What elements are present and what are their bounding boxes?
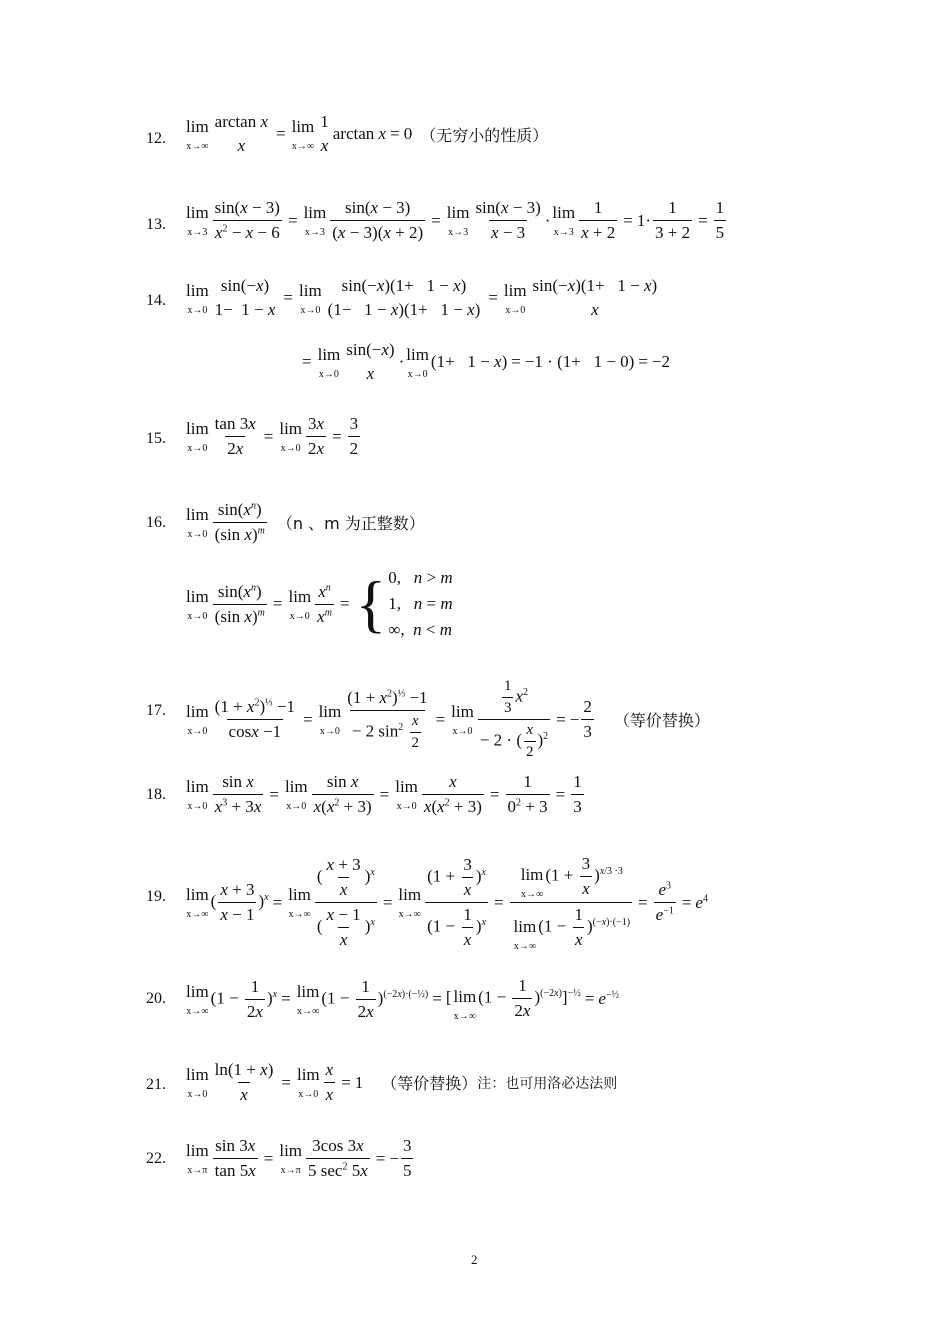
formula: lim x→∞ (1 − $\frac{1}{2x}$ )$^x$ = lim x→∞ (1 − $\frac{1}{2x}$ )$^{(-2x)\cdot(-\frac{1}{2})}$ = [ lim x→∞ (1 − $\frac{1}{2x}$ )$^{(-2x)}$]$^{-\frac{1}{2}}$ = $e^{-\frac{1}{2}}$ [186, 976, 620, 1023]
problem-number: 13. [146, 216, 166, 233]
problem-number: 22. [146, 1150, 166, 1167]
piecewise-cases: 0, n > m 1, n = m ∞, n < m [388, 568, 453, 639]
problem-note: （n 、m 为正整数） [276, 514, 425, 533]
formula: lim x→0 sin(−x) 1− 1 − x = lim x→0 sin(−x)(1+ 1 − x) (1− 1 − x)(1+ 1 − x) = lim x→0 sin(−x)(1+ 1 − x) x [186, 276, 658, 319]
formula: lim x→0 $\frac{\text{sin x}}{x^3 + 3x}$ = lim x→0 $\frac{\text{sin x}}{x(x^2 + 3)}$ = lim x→0 $\frac{x}{x(x^2 + 3)}$ = $\frac{1}{0^2 + 3}$ = $\frac{1}{3}$ [186, 772, 582, 816]
problem-note: （等价替换） [613, 711, 710, 730]
formula: lim x→3 $\frac{\sin(x - 3)}{x^2 - x - 6}$ = lim x→3 $\frac{\sin(x - 3)}{(x - 3)(x + 2)}$ = lim x→3 $\frac{\sin(x - 3)}{x - 3}$ · lim x→3 $\frac{1}{x + 2}$ = 1· $\frac{1}{3 + 2}$ = $\frac{1}{5}$ [186, 198, 725, 242]
problem-number: 18. [146, 786, 166, 803]
problem-number: 17. [146, 702, 166, 719]
formula-continued: lim x→0 $\frac{\sin(x^n)}{(\sin x)^m}$ = lim x→0 $\frac{x^n}{x^m}$ = { 0, n > m 1, n = m ∞, n < m [186, 568, 453, 639]
page-number: 2 [471, 1252, 478, 1267]
limit: lim x→∞ [186, 116, 209, 152]
problem-number: 19. [146, 888, 166, 905]
formula-continued: = lim x→0 sin(−x) x · lim x→0 (1+ 1 − x) = −1 · (1+ 1 − 0) = −2 [302, 340, 671, 383]
formula: lim x→0 $\frac{\ln(1 + x)}{x}$ = lim x→0 $\frac{x}{x}$ = 1 （等价替换） 注：也可用洛必达法则 [186, 1060, 618, 1104]
problem-number: 15. [146, 430, 166, 447]
formula: lim x→0 $\frac{(1 + x^2)^{\frac{1}{3}} -1}{\cos x -1}$ = lim x→0 $(1 + x^2)^{\frac{1}{3}} -1$ − 2 $\sin^2$ $\frac{x}{2}$ = lim x→0 $\frac{1}{3}$ $x^2$ − 2 · ( $\frac{x}{2}$ )$^2$ = − $\frac{2}{3}$ （等价替换） [186, 678, 710, 760]
formula: lim x→∞ ( $\frac{x + 3}{x - 1}$ )$^x$ = lim x→∞ ( $\frac{x + 3}{x}$ )$^x$ ( $\frac{x - 1}{x}$ )$^x$ = lim x→∞ (1 + $\frac{3}{x}$ )$^x$ (1 − $\frac{1}{x}$ )$^x$ = lim x→∞ (1 + $\frac{3}{x}$ )$^{x/3 \cdot 3}$ lim x→∞ (1 − $\frac{1}{x}$ )$^{(-x)\cdot(-1)}$ = $\frac{e^3}{e^{-1}}$ = $e^4$ [186, 854, 708, 952]
problem-number: 12. [146, 130, 166, 147]
problem-note: （无穷小的性质） [420, 125, 549, 145]
fraction: arctan x x [214, 112, 268, 155]
problem-number: 20. [146, 990, 166, 1007]
problem-number: 14. [146, 292, 166, 309]
formula: lim x→π $\frac{\sin 3x}{\tan 5x}$ = lim x→π $\frac{3\cos 3x}{5 \sec^2 5x}$ = − $\frac{3}{5}$ [186, 1136, 412, 1180]
problem-number: 21. [146, 1076, 166, 1093]
fraction: 1 x [320, 112, 329, 155]
formula: lim x→0 $\frac{\sin(x^n)}{(\sin x)^m}$ （n 、m 为正整数） [186, 500, 425, 544]
limit: lim x→∞ [291, 116, 315, 152]
problem-remark: 注：也可用洛必达法则 [477, 1075, 618, 1092]
formula: lim x→∞ arctan x x = lim x→∞ 1 x arctan x = 0 （无穷小的性质） [186, 112, 549, 155]
problem-note: （等价替换） [381, 1074, 478, 1093]
formula: lim x→0 $\frac{\tan 3x}{2x}$ = lim x→0 $\frac{3x}{2x}$ = $\frac{3}{2}$ [186, 414, 359, 458]
problem-number: 16. [146, 514, 166, 531]
